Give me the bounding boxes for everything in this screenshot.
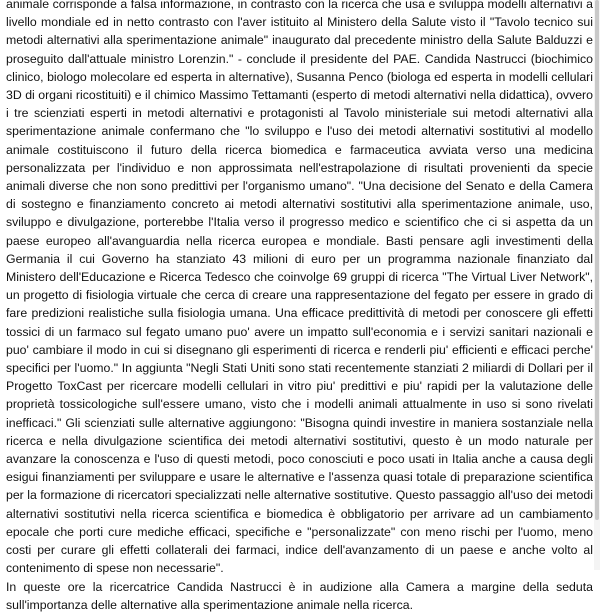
article-paragraph: animale corrisponde a falsa informazione, in contrasto con la ricerca che usa e sviluppa modelli alternativi a livello mondiale ed in netto contrasto con l'aver istituito al Ministero della Salute visto il "Tavolo tecnico sui metodi alternativi alla sperimentazione animale" inaugurato dal precedente ministro della Salute Balduzzi e proseguito dall'attuale ministro Lorenzin." - conclude il presidente del PAE. Candida Nastrucci (biochimico clinico, biologo molecolare ed esperta in alternative), Susanna Penco (biologa ed esperta in modelli cellulari 3D di organi ricostituiti) e il chimico Massimo Tettamanti (esperto di metodi alternativi nella didattica), ovvero i tre scienziati esperti in metodi alternativi e protagonisti al Tavolo ministeriale sui metodi alternativi alla sperimentazione animale confermano che "lo sviluppo e l'uso dei metodi alternativi sostitutivi al modello animale costituiscono il futuro della ricerca biomedica e farmaceutica avviata verso una medicina personalizzata per l'individuo e non approssimata nell'estrapolazione di risultati provenienti da specie animali diverse che non sono predittivi per l'organismo umano". "Una decisione del Senato e della Camera di sostegno e finanziamento concreto ai metodi alternativi sostitutivi alla sperimentazione animale, uso, sviluppo e divulgazione, porterebbe l'Italia verso il progresso medico e scientifico che ci si aspetta da un paese europeo all'avanguardia nella ricerca europea e mondiale. Basti pensare agli investimenti della Germania il cui Governo ha stanziato 43 milioni di euro per un programma nazionale finanziato dal Ministero dell'Educazione e Ricerca Tedesco che coinvolge 69 gruppi di ricerca "The Virtual Liver Network", un progetto di fisiologia virtuale che cerca di creare una rappresentazione del fegato per essere in grado di fare predizioni realistiche sulla fisiologia umana. Una efficace predittività di metodi per conoscere gli effetti tossici di un farmaco sul fegato umano puo' avere un impatto sull'economia e i servizi sanitari nazionali e puo' cambiare il modo in cui si disegnano gli esperimenti di ricerca e renderli piu' efficienti e efficaci perche' specifici per l'uomo." In aggiunta "Negli Stati Uniti sono stati recentemente stanziati 2 miliardi di Dollari per il Progetto ToxCast per ricercare modelli cellulari in vitro piu' predittivi e piu' rapidi per la valutazione delle proprietà tossicologiche sull'essere umano, visto che i modelli animali attualmente in uso si sono rivelati inefficaci." Gli scienziati sulle alternative aggiungono: "Bisogna quindi investire in maniera sostanziale nella ricerca e nella divulgazione scientifica dei metodi alternativi sostitutivi, questo è un modo naturale per avanzare la conoscenza e l'uso di questi metodi, poco conosciuti e poco usati in Italia anche a causa degli esigui finanziamenti per sviluppare e usare le alternative e l'assenza quasi totale di preparazione scientifica per la formazione di ricercatori specializzati nelle alternative sostitutive. Questo passaggio all'uso dei metodi alternativi sostitutivi nella ricerca scientifica e biomedica è obbligatorio per arrivare ad un cambiamento epocale che porti cure mediche efficaci, specifiche e "personalizzate" con meno rischi per l'uomo, meno costi per curare gli effetti collaterali dei farmaci, indice dell'avanzamento di un paese e anche volto al contenimento di spese non necessarie". [6,0,593,576]
article-body [6,0,593,614]
scrollbar[interactable] [594,0,600,570]
scrollbar-thumb[interactable] [595,0,599,520]
article-paragraph: In queste ore la ricercatrice Candida Nastrucci è in audizione alla Camera a margine della seduta sull'importanza delle alternative alla sperimentazione animale nella ricerca. [6,579,593,612]
